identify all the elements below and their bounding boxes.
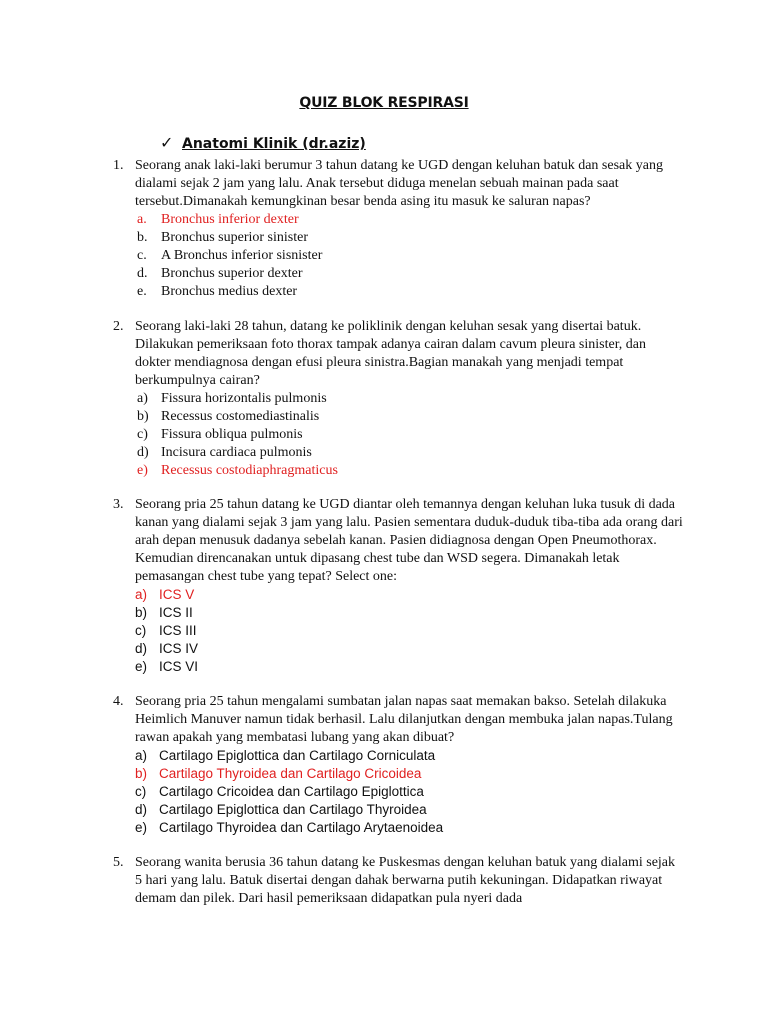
option-text: Bronchus inferior dexter bbox=[161, 212, 299, 227]
option-text: ICS II bbox=[159, 605, 193, 620]
option-correct bbox=[137, 211, 683, 229]
option-text: Cartilago Thyroidea dan Cartilago Arytaenoidea bbox=[159, 820, 444, 835]
option-correct bbox=[135, 765, 683, 783]
question-stem: Seorang pria 25 tahun mengalami sumbatan jalan napas saat memakan bakso. Setelah dilakuka Heimlich Manuver namun tidak berhasil. Lalu dilanjutkan dengan membuka jalan napas.Tulang rawan apakah yang membatasi lubang yang akan dibuat? bbox=[135, 694, 673, 745]
option-text: Bronchus superior sinister bbox=[161, 230, 308, 245]
question-5 bbox=[113, 854, 683, 908]
question-number: 3. bbox=[113, 497, 124, 512]
option-letter: d) bbox=[135, 641, 148, 656]
option bbox=[135, 622, 683, 640]
option-text: Bronchus superior dexter bbox=[161, 266, 303, 281]
option-letter: d) bbox=[135, 802, 148, 817]
option bbox=[135, 747, 683, 765]
option bbox=[135, 819, 683, 837]
question-number: 2. bbox=[113, 319, 124, 334]
option bbox=[137, 408, 683, 426]
question-2 bbox=[113, 318, 683, 480]
option-letter: b) bbox=[137, 409, 149, 424]
option-text: Recessus costomediastinalis bbox=[161, 409, 320, 424]
option-text: Cartilago Cricoidea dan Cartilago Epiglottica bbox=[159, 784, 424, 799]
question-stem: Seorang wanita berusia 36 tahun datang ke Puskesmas dengan keluhan batuk yang dialami sejak 5 hari yang lalu. Batuk disertai dengan dahak berwarna putih kekuningan. Didapatkan riwayat demam dan pilek. Dari hasil pemeriksaan didapatkan pula nyeri dada bbox=[135, 855, 676, 906]
option-letter: a. bbox=[137, 212, 147, 227]
question-stem: Seorang pria 25 tahun datang ke UGD diantar oleh temannya dengan keluhan luka tusuk di dada kanan yang dialami sejak 3 jam yang lalu. Pasien sementara duduk-duduk tiba-tiba ada orang dari arah depan menusuk dadanya sebelah kanan. Pasien didiagnosa dengan Open Pneumothorax. Kemudian direncanakan untuk dipasang chest tube dan WSD segera. Dimanakah letak pemasangan chest tube yang tepat? Select one: bbox=[135, 497, 683, 584]
option-letter: b) bbox=[135, 766, 148, 781]
option-text: ICS III bbox=[159, 623, 197, 638]
option-letter: a) bbox=[135, 587, 148, 602]
option-letter: a) bbox=[137, 391, 148, 406]
option-letter: a) bbox=[135, 748, 148, 763]
option-letter: c. bbox=[137, 248, 147, 263]
option-correct bbox=[137, 462, 683, 480]
option-text: ICS VI bbox=[159, 659, 199, 674]
option-text: Cartilago Thyroidea dan Cartilago Cricoidea bbox=[159, 766, 422, 781]
option-text: ICS V bbox=[159, 587, 195, 602]
option bbox=[135, 783, 683, 801]
question-stem: Seorang anak laki-laki berumur 3 tahun datang ke UGD dengan keluhan batuk dan sesak yang dialami sejak 2 jam yang lalu. Anak tersebut diduga menelan sebuah mainan pada saat tersebut.Dimanakah kemungkinan besar benda asing itu masuk ke saluran napas? bbox=[135, 158, 663, 209]
section-heading bbox=[160, 133, 366, 152]
option bbox=[137, 283, 683, 301]
option-text: Bronchus medius dexter bbox=[161, 284, 298, 299]
option bbox=[137, 265, 683, 283]
quiz-title: QUIZ BLOK RESPIRASI bbox=[299, 95, 469, 111]
option-text: Fissura obliqua pulmonis bbox=[161, 427, 303, 442]
option-list bbox=[135, 586, 683, 676]
option bbox=[137, 390, 683, 408]
question-number: 5. bbox=[113, 855, 124, 870]
option-list bbox=[135, 747, 683, 837]
option-text: Cartilago Epiglottica dan Cartilago Corniculata bbox=[159, 748, 436, 763]
option bbox=[135, 801, 683, 819]
option-text: ICS IV bbox=[159, 641, 199, 656]
option-letter: d. bbox=[137, 266, 148, 281]
option-text: Cartilago Epiglottica dan Cartilago Thyroidea bbox=[159, 802, 427, 817]
option-letter: c) bbox=[137, 427, 148, 442]
option-letter: e) bbox=[135, 659, 148, 674]
option bbox=[137, 444, 683, 462]
option bbox=[137, 247, 683, 265]
option-letter: e. bbox=[137, 284, 147, 299]
option-letter: e) bbox=[135, 820, 148, 835]
question-3 bbox=[113, 496, 683, 676]
question-number: 1. bbox=[113, 158, 124, 173]
question-1 bbox=[113, 157, 683, 301]
option-text: Recessus costodiaphragmaticus bbox=[161, 463, 338, 478]
option-text: Incisura cardiaca pulmonis bbox=[161, 445, 312, 460]
question-number: 4. bbox=[113, 694, 124, 709]
option-letter: e) bbox=[137, 463, 148, 478]
option-text: Fissura horizontalis pulmonis bbox=[161, 391, 327, 406]
option bbox=[137, 426, 683, 444]
question-4 bbox=[113, 693, 683, 837]
option-list bbox=[137, 390, 683, 480]
option bbox=[137, 229, 683, 247]
option-text: A Bronchus inferior sisnister bbox=[161, 248, 323, 263]
option-letter: c) bbox=[135, 623, 147, 638]
option bbox=[135, 658, 683, 676]
question-stem: Seorang laki-laki 28 tahun, datang ke poliklinik dengan keluhan sesak yang disertai batuk. Dilakukan pemeriksaan foto thorax tampak adanya cairan dalam cavum pleura sinister, dan dokter mendiagnosa dengan efusi pleura sinistra.Bagian manakah yang menjadi tempat berkumpulnya cairan? bbox=[135, 319, 647, 388]
option bbox=[135, 640, 683, 658]
option-letter: d) bbox=[137, 445, 149, 460]
section-label: Anatomi Klinik (dr.aziz) bbox=[182, 136, 366, 152]
checkmark-icon: ✓ bbox=[160, 133, 174, 152]
option-letter: b. bbox=[137, 230, 148, 245]
option-letter: b) bbox=[135, 605, 148, 620]
option-correct bbox=[135, 586, 683, 604]
option-list bbox=[137, 211, 683, 301]
option bbox=[135, 604, 683, 622]
option-letter: c) bbox=[135, 784, 147, 799]
